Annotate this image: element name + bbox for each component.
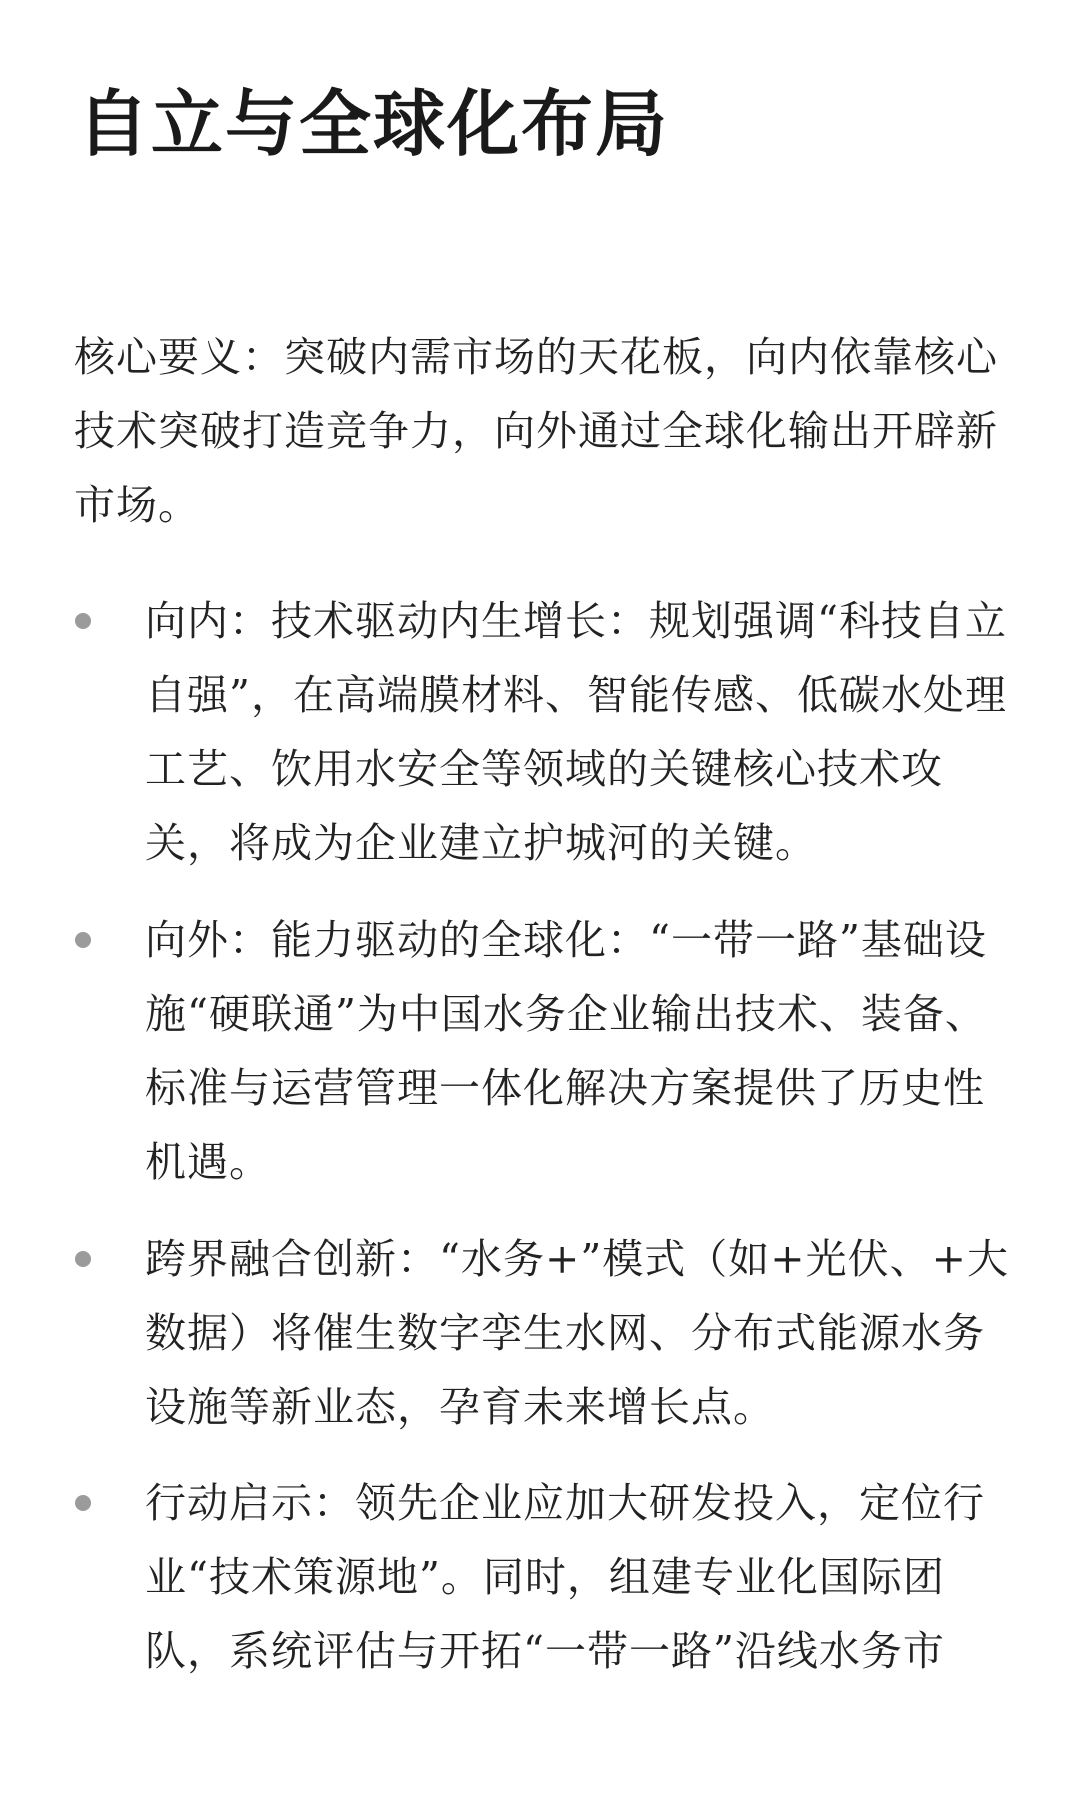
list-item	[145, 903, 1025, 1199]
list-item-text: 跨界融合创新：“水务+”模式（如+光伏、+大数据）将催生数字孪生水网、分布式能源水务设施等新业态，孕育未来增长点。	[145, 1235, 1009, 1431]
intro-paragraph: 核心要义：突破内需市场的天花板，向内依靠核心技术突破打造竞争力，向外通过全球化输出开辟新市场。	[74, 333, 998, 529]
bullet-dot-icon	[75, 1251, 91, 1267]
list-item	[145, 1466, 1025, 1688]
bullet-dot-icon	[75, 613, 91, 629]
list-item	[145, 1222, 1025, 1444]
list-item	[145, 584, 1025, 880]
list-item-text: 向内：技术驱动内生增长：规划强调“科技自立自强”，在高端膜材料、智能传感、低碳水处理工艺、饮用水安全等领域的关键核心技术攻关，将成为企业建立护城河的关键。	[145, 597, 1007, 867]
page-title: 自立与全球化布局	[77, 81, 670, 166]
bullet-dot-icon	[75, 932, 91, 948]
bullet-dot-icon	[75, 1495, 91, 1511]
list-item-text: 向外：能力驱动的全球化：“一带一路”基础设施“硬联通”为中国水务企业输出技术、装备、标准与运营管理一体化解决方案提供了历史性机遇。	[145, 916, 987, 1186]
list-item-text: 行动启示：领先企业应加大研发投入，定位行业“技术策源地”。同时，组建专业化国际团队，系统评估与开拓“一带一路”沿线水务市	[145, 1479, 985, 1675]
